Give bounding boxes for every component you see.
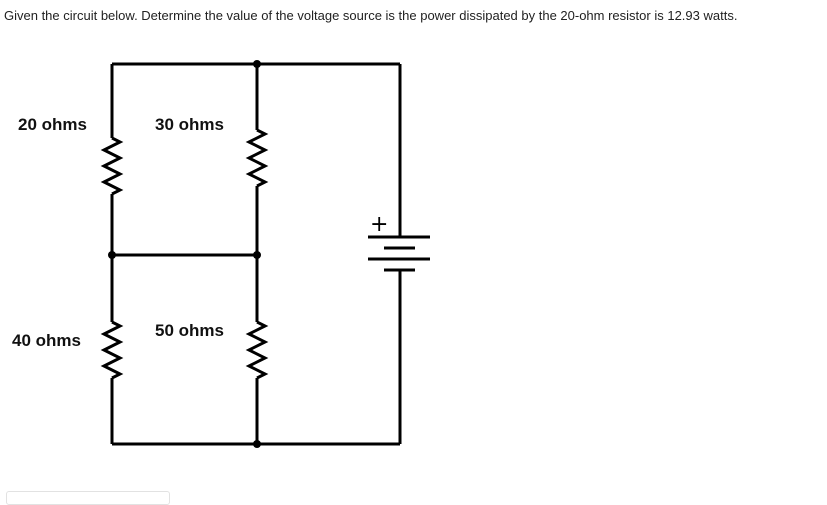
node-center-mid bbox=[253, 251, 261, 259]
node-top-mid bbox=[253, 60, 261, 68]
resistor-40-zigzag bbox=[104, 322, 120, 378]
node-bottom-mid bbox=[253, 440, 261, 448]
resistor-50-label: 50 ohms bbox=[155, 321, 224, 340]
battery-plus-sign: + bbox=[370, 212, 389, 237]
resistor-30-zigzag bbox=[249, 130, 265, 186]
question-text: Given the circuit below. Determine the value of the voltage source is the power dissipated by the 20-ohm resistor is 12.93 watts. bbox=[4, 8, 738, 23]
resistor-30-label: 30 ohms bbox=[155, 115, 224, 134]
answer-input-box[interactable] bbox=[6, 491, 170, 505]
resistor-50-zigzag bbox=[249, 322, 265, 378]
battery-icon bbox=[368, 237, 430, 270]
resistor-20-label: 20 ohms bbox=[18, 115, 87, 134]
resistor-20-zigzag bbox=[104, 138, 120, 194]
resistor-40-label: 40 ohms bbox=[12, 331, 81, 350]
node-left-mid bbox=[108, 251, 116, 259]
